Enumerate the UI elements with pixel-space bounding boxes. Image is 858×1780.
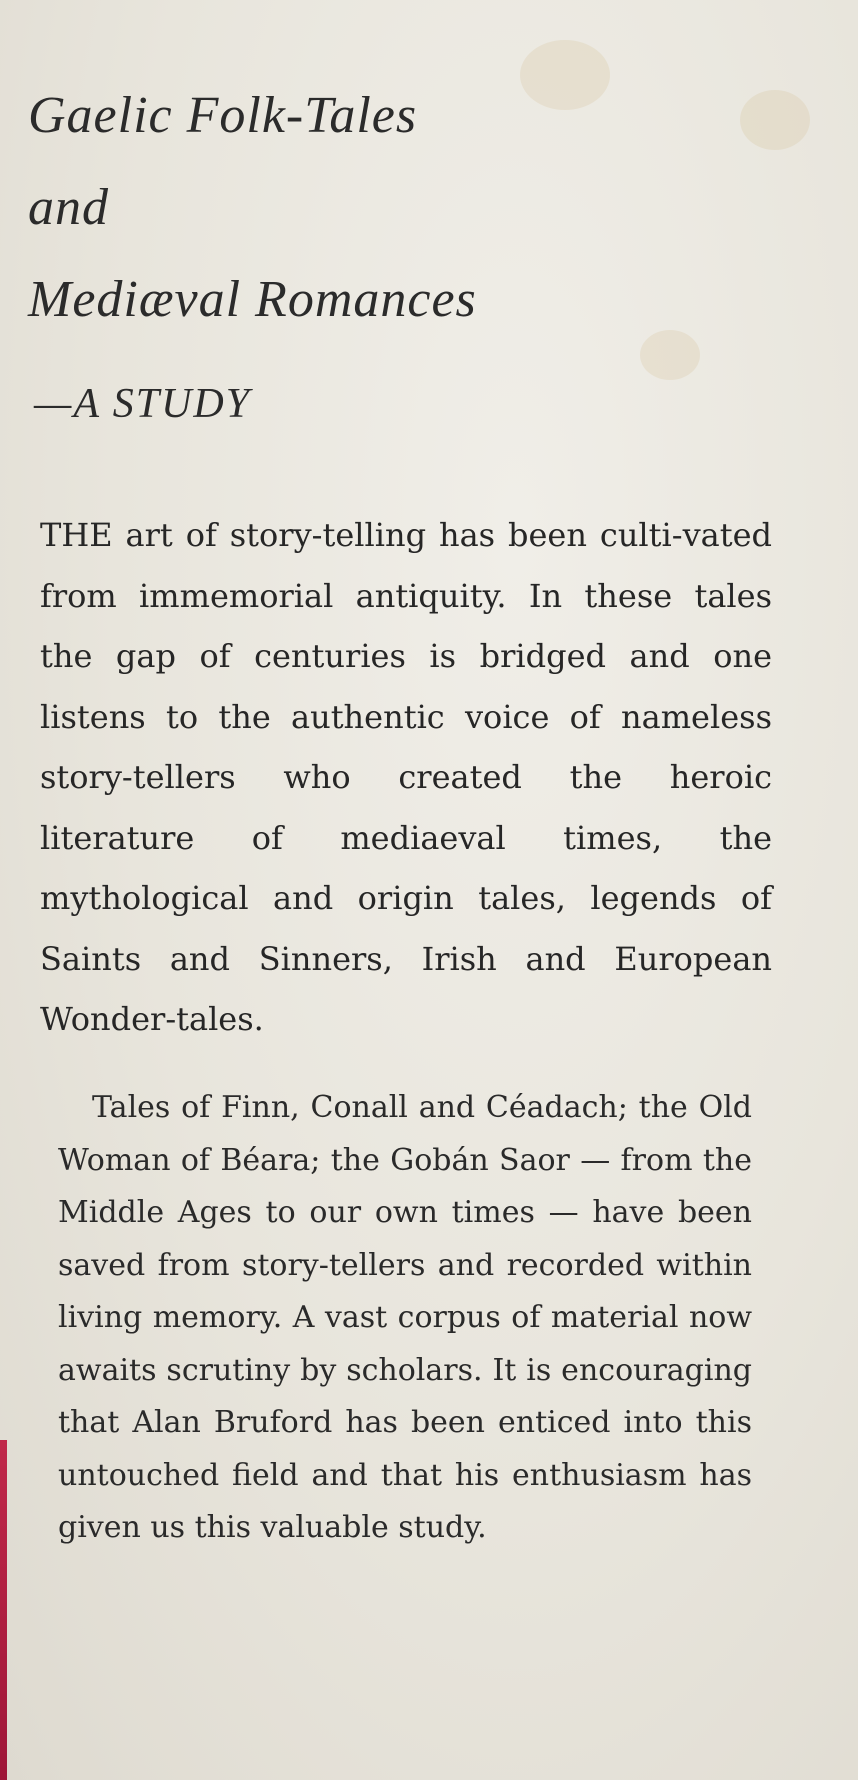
title-line-2: and (28, 179, 109, 236)
book-title (28, 70, 477, 346)
title-line-3: Mediæval Romances (28, 271, 477, 328)
blurb-paragraph-2: Tales of Finn, Conall and Céadach; the Old Woman of Béara; the Gobán Saor — from the Middle Ages to our own times — have been saved from story-tellers and recorded within living memory. A vast corpus of material now awaits scrutiny by scholars. It is encouraging that Alan Bruford has been enticed into this untouched field and that his enthusiasm has given us this valuable study. (58, 1090, 752, 1545)
subtitle: —A STUDY (34, 381, 252, 427)
paper-stain (740, 90, 810, 150)
red-edge-strip (0, 1440, 7, 1780)
title-line-1: Gaelic Folk-Tales (28, 87, 418, 144)
paper-stain (640, 330, 700, 380)
blurb-paragraph-1: THE art of story-telling has been culti-vated from immemorial antiquity. In these tales the gap of centuries is bridged and one listens to the authentic voice of nameless story-tellers who created the heroic literature of mediaeval times, the mythological and origin tales, legends of Saints and Sinners, Irish and European Wonder-tales. (40, 516, 772, 1038)
paper-stain (520, 40, 610, 110)
